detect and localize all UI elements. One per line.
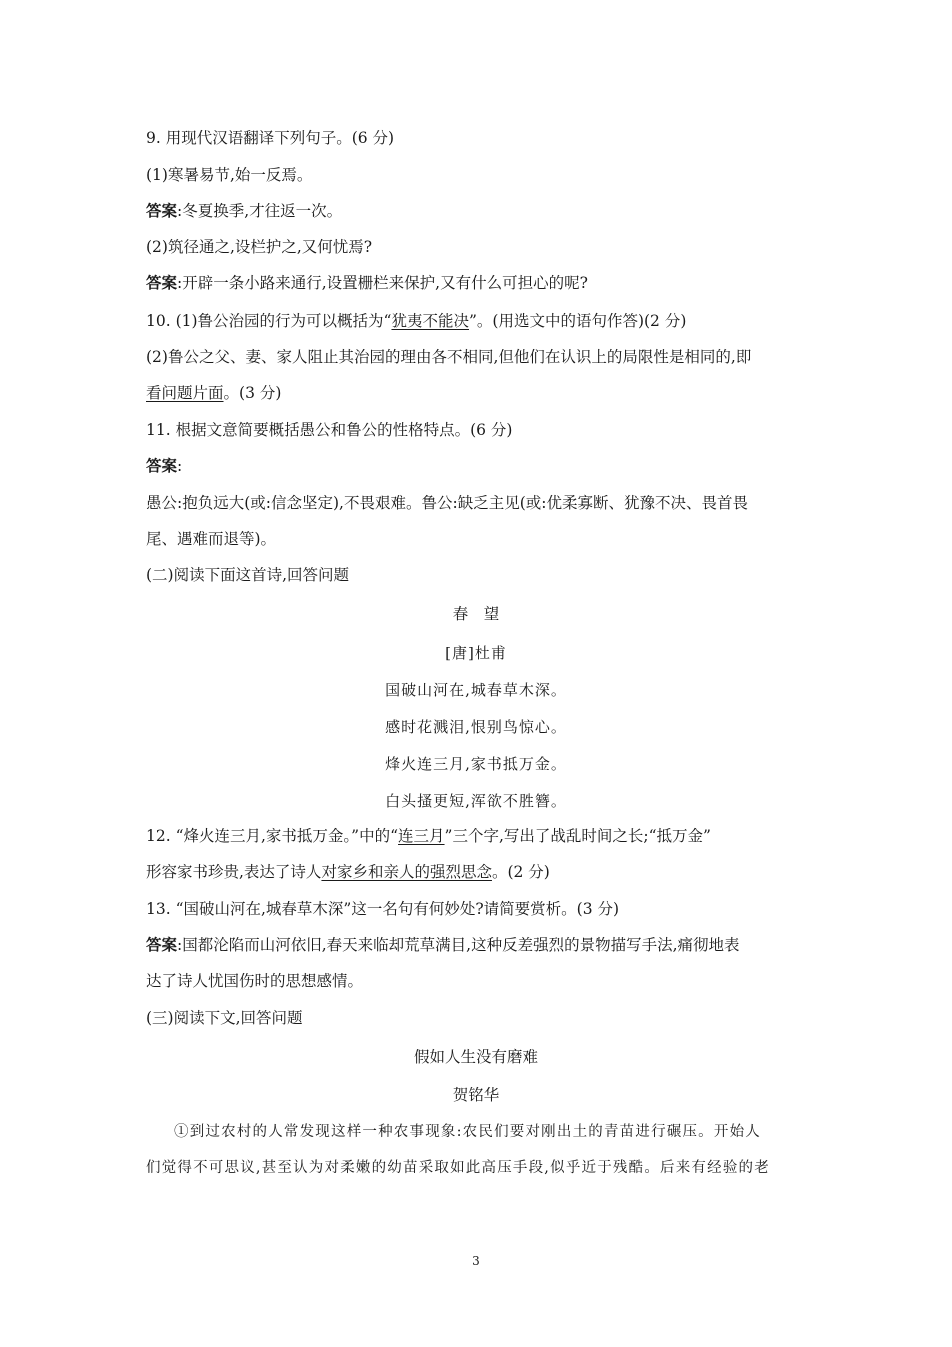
section-3-heading: (三)阅读下文,回答问题	[146, 1009, 303, 1027]
answer-label: 答案	[146, 201, 178, 220]
q10-text: 10. (1)鲁公治园的行为可以概括为“	[146, 312, 392, 330]
poem-author: [唐]杜甫	[445, 644, 507, 662]
poem-title: 春 望	[452, 605, 500, 623]
q9-answer-1	[146, 201, 342, 221]
q11-title: 11. 根据文意简要概括愚公和鲁公的性格特点。(6 分)	[146, 421, 513, 439]
q10-part-2-line-1: (2)鲁公之父、妻、家人阻止其治园的理由各不相同,但他们在认识上的局限性是相同的,即	[146, 348, 752, 366]
q10-answer-underlined: 看问题片面	[146, 384, 224, 402]
article-title: 假如人生没有磨难	[413, 1048, 538, 1066]
q9-answer-2	[146, 273, 588, 293]
poem-line-4: 白头搔更短,浑欲不胜簪。	[385, 792, 567, 810]
section-2-heading: (二)阅读下面这首诗,回答问题	[146, 566, 350, 584]
q9-sentence-1: (1)寒暑易节,始一反焉。	[146, 166, 313, 184]
answer-text: :冬夏换季,才往返一次。	[177, 202, 343, 220]
q10-part-2-line-2	[146, 383, 281, 403]
q12-answer-underlined: 连三月	[398, 827, 445, 845]
q11-answer-label	[146, 456, 182, 476]
article-author: 贺铭华	[452, 1086, 500, 1104]
q13-title: 13. “国破山河在,城春草木深”这一名句有何妙处?请简要赏析。(3 分)	[146, 900, 620, 918]
q12-text: 12. “烽火连三月,家书抵万金。”中的“	[146, 827, 399, 845]
q10-part-1	[146, 311, 686, 331]
q12-text: ”三个字,写出了战乱时间之长;“抵万金”	[444, 827, 711, 845]
q12-text: 形容家书珍贵,表达了诗人	[146, 863, 322, 881]
answer-label: 答案	[146, 935, 178, 954]
answer-text: :开辟一条小路来通行,设置栅栏来保护,又有什么可担心的呢?	[177, 274, 588, 292]
q9-sentence-2: (2)筑径通之,设栏护之,又何忧焉?	[146, 238, 373, 256]
q12-text: 。(2 分)	[491, 863, 550, 881]
q13-answer-line-2: 达了诗人忧国伤时的思想感情。	[146, 972, 364, 990]
q12-answer-underlined: 对家乡和亲人的强烈思念	[321, 863, 492, 881]
q12-line-2	[146, 862, 550, 882]
q11-answer-line-2: 尾、遇难而退等)。	[146, 530, 277, 548]
poem-line-2: 感时花溅泪,恨别鸟惊心。	[385, 718, 567, 736]
q11-answer-line-1: 愚公:抱负远大(或:信念坚定),不畏艰难。鲁公:缺乏主见(或:优柔寡断、犹豫不决、畏首畏	[146, 494, 748, 512]
answer-label: 答案	[146, 273, 178, 292]
page-number: 3	[472, 1254, 480, 1268]
q13-answer-line-1	[146, 935, 740, 955]
article-paragraph-line-2: 们觉得不可思议,甚至认为对柔嫩的幼苗采取如此高压手段,似乎近于残酷。后来有经验的老	[146, 1160, 770, 1176]
q9-title: 9. 用现代汉语翻译下列句子。(6 分)	[146, 129, 395, 147]
answer-text: :国都沦陷而山河依旧,春天来临却荒草满目,这种反差强烈的景物描写手法,痛彻地表	[177, 936, 740, 954]
answer-colon: :	[177, 457, 183, 475]
poem-line-1: 国破山河在,城春草木深。	[385, 681, 567, 699]
poem-line-3: 烽火连三月,家书抵万金。	[385, 755, 567, 773]
answer-label: 答案	[146, 456, 178, 475]
q10-text: 。(3 分)	[223, 384, 282, 402]
article-paragraph-line-1: ①到过农村的人常发现这样一种农事现象:农民们要对刚出土的青苗进行碾压。开始人	[174, 1124, 761, 1140]
q10-text: ”。(用选文中的语句作答)(2 分)	[468, 312, 687, 330]
q10-answer-underlined: 犹夷不能决	[391, 312, 469, 330]
q12-line-1	[146, 826, 711, 846]
